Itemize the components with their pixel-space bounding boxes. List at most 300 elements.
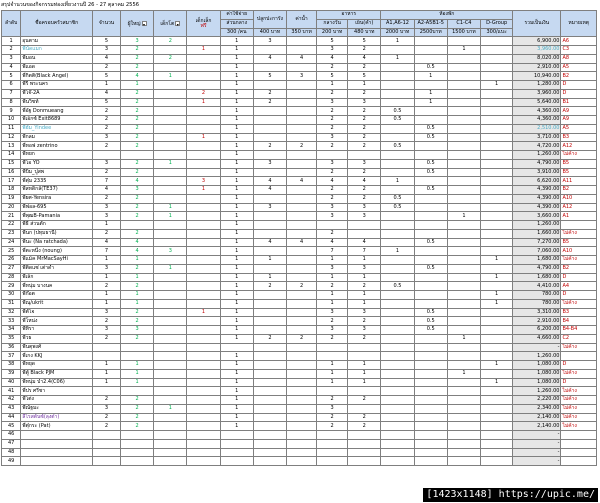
- cell-remark[interactable]: B5: [561, 168, 597, 177]
- cell-child[interactable]: [154, 326, 187, 335]
- table-row[interactable]: [2, 457, 597, 466]
- cell-room-a2[interactable]: [414, 352, 447, 361]
- cell-dinner[interactable]: [348, 457, 381, 466]
- cell-lunch[interactable]: 2: [317, 107, 348, 116]
- cell-fee[interactable]: [220, 457, 253, 466]
- cell-count[interactable]: 3: [93, 264, 121, 273]
- cell-no[interactable]: 24: [2, 238, 21, 247]
- cell-no[interactable]: 45: [2, 422, 21, 431]
- cell-room-a1[interactable]: 1: [381, 54, 414, 63]
- cell-room-a2[interactable]: 0.5: [414, 238, 447, 247]
- cell-no[interactable]: 33: [2, 317, 21, 326]
- cell-room-a2[interactable]: [414, 439, 447, 448]
- cell-room-a2[interactable]: [414, 457, 447, 466]
- cell-kid[interactable]: [187, 107, 220, 116]
- cell-adult[interactable]: 4: [120, 72, 153, 81]
- cell-room-d[interactable]: [481, 168, 513, 177]
- cell-kid[interactable]: 2: [187, 89, 220, 98]
- cell-diving[interactable]: [253, 221, 286, 230]
- cell-dinner[interactable]: 2: [348, 317, 381, 326]
- cell-adult[interactable]: [120, 352, 153, 361]
- cell-lunch[interactable]: [317, 387, 348, 396]
- table-row[interactable]: [2, 151, 597, 160]
- cell-room-a2[interactable]: 0.5: [414, 168, 447, 177]
- cell-room-a1[interactable]: 0.5: [381, 282, 414, 291]
- cell-diving[interactable]: [253, 291, 286, 300]
- cell-fee[interactable]: 1: [220, 72, 253, 81]
- cell-total[interactable]: 4,390.00: [513, 194, 561, 203]
- cell-total[interactable]: 780.00: [513, 291, 561, 300]
- cell-kid[interactable]: [187, 203, 220, 212]
- header-name[interactable]: ชื่อครอบครัวสมาชิก: [21, 11, 93, 37]
- cell-dinner[interactable]: 3: [348, 203, 381, 212]
- cell-lunch[interactable]: 3: [317, 264, 348, 273]
- cell-count[interactable]: [93, 431, 121, 440]
- cell-dinner[interactable]: [348, 439, 381, 448]
- cell-fee[interactable]: 1: [220, 194, 253, 203]
- cell-adult[interactable]: 2: [120, 116, 153, 125]
- cell-fee[interactable]: 1: [220, 168, 253, 177]
- cell-room-c1[interactable]: [447, 326, 480, 335]
- cell-adult[interactable]: [120, 431, 153, 440]
- cell-dinner[interactable]: 3: [348, 98, 381, 107]
- cell-room-a1[interactable]: [381, 46, 414, 55]
- cell-count[interactable]: 2: [93, 229, 121, 238]
- cell-kid[interactable]: [187, 439, 220, 448]
- table-row[interactable]: [2, 361, 597, 370]
- cell-lunch[interactable]: 2: [317, 168, 348, 177]
- cell-diving[interactable]: [253, 194, 286, 203]
- cell-lunch[interactable]: 4: [317, 177, 348, 186]
- cell-total[interactable]: 2,140.00: [513, 413, 561, 422]
- cell-kid[interactable]: 3: [187, 177, 220, 186]
- cell-lunch[interactable]: 7: [317, 247, 348, 256]
- cell-fee[interactable]: 1: [220, 151, 253, 160]
- cell-no[interactable]: 3: [2, 54, 21, 63]
- cell-remark[interactable]: A1: [561, 212, 597, 221]
- cell-room-d[interactable]: [481, 352, 513, 361]
- cell-water[interactable]: [287, 229, 317, 238]
- cell-no[interactable]: 14: [2, 151, 21, 160]
- cell-kid[interactable]: [187, 116, 220, 125]
- cell-name[interactable]: พี่กลม: [21, 133, 93, 142]
- cell-lunch[interactable]: 3: [317, 308, 348, 317]
- cell-dinner[interactable]: 4: [348, 54, 381, 63]
- cell-no[interactable]: 6: [2, 81, 21, 90]
- cell-fee[interactable]: 1: [220, 326, 253, 335]
- cell-adult[interactable]: 2: [120, 229, 153, 238]
- cell-adult[interactable]: 2: [120, 404, 153, 413]
- cell-child[interactable]: [154, 439, 187, 448]
- cell-total[interactable]: 4,390.00: [513, 186, 561, 195]
- cell-room-d[interactable]: [481, 107, 513, 116]
- cell-count[interactable]: 1: [93, 221, 121, 230]
- cell-kid[interactable]: [187, 194, 220, 203]
- cell-count[interactable]: 5: [93, 37, 121, 46]
- cell-total[interactable]: 6,900.00: [513, 37, 561, 46]
- cell-remark[interactable]: D: [561, 89, 597, 98]
- cell-kid[interactable]: [187, 448, 220, 457]
- cell-diving[interactable]: 3: [253, 37, 286, 46]
- cell-remark[interactable]: [561, 221, 597, 230]
- cell-remark[interactable]: A12: [561, 203, 597, 212]
- cell-name[interactable]: พี่มอน: [21, 54, 93, 63]
- cell-lunch[interactable]: 2: [317, 116, 348, 125]
- cell-kid[interactable]: [187, 404, 220, 413]
- cell-kid[interactable]: [187, 378, 220, 387]
- cell-room-d[interactable]: 1: [481, 361, 513, 370]
- cell-remark[interactable]: ไม่ค้าง: [561, 396, 597, 405]
- cell-dinner[interactable]: 2: [348, 194, 381, 203]
- cell-room-a1[interactable]: [381, 308, 414, 317]
- cell-room-d[interactable]: 1: [481, 273, 513, 282]
- table-row[interactable]: [2, 238, 597, 247]
- cell-kid[interactable]: [187, 63, 220, 72]
- cell-name[interactable]: พี่สหดิ์กล์(TE37): [21, 186, 93, 195]
- cell-lunch[interactable]: 2: [317, 229, 348, 238]
- cell-room-a1[interactable]: [381, 72, 414, 81]
- cell-lunch[interactable]: 3: [317, 46, 348, 55]
- cell-diving[interactable]: [253, 46, 286, 55]
- cell-room-d[interactable]: [481, 46, 513, 55]
- cell-no[interactable]: 11: [2, 124, 21, 133]
- cell-room-d[interactable]: [481, 194, 513, 203]
- cell-water[interactable]: [287, 37, 317, 46]
- cell-count[interactable]: [93, 448, 121, 457]
- cell-lunch[interactable]: [317, 457, 348, 466]
- cell-room-a1[interactable]: [381, 396, 414, 405]
- cell-adult[interactable]: 3: [120, 186, 153, 195]
- cell-child[interactable]: 1: [154, 72, 187, 81]
- cell-room-a2[interactable]: 0.5: [414, 159, 447, 168]
- cell-dinner[interactable]: 1: [348, 291, 381, 300]
- cell-count[interactable]: 4: [93, 54, 121, 63]
- cell-room-d[interactable]: [481, 457, 513, 466]
- cell-total[interactable]: 3,910.00: [513, 168, 561, 177]
- cell-dinner[interactable]: 2: [348, 168, 381, 177]
- cell-child[interactable]: [154, 361, 187, 370]
- cell-kid[interactable]: [187, 142, 220, 151]
- cell-kid[interactable]: 1: [187, 308, 220, 317]
- cell-remark[interactable]: D: [561, 81, 597, 90]
- cell-child[interactable]: 1: [154, 212, 187, 221]
- cell-dinner[interactable]: 1: [348, 273, 381, 282]
- cell-room-a2[interactable]: 0.5: [414, 317, 447, 326]
- cell-room-a2[interactable]: 1: [414, 89, 447, 98]
- cell-count[interactable]: 1: [93, 273, 121, 282]
- cell-room-a1[interactable]: [381, 221, 414, 230]
- cell-room-d[interactable]: 1: [481, 299, 513, 308]
- cell-total[interactable]: 4,660.00: [513, 334, 561, 343]
- cell-count[interactable]: [93, 343, 121, 352]
- cell-dinner[interactable]: 4: [348, 177, 381, 186]
- cell-no[interactable]: 23: [2, 229, 21, 238]
- cell-room-d[interactable]: [481, 186, 513, 195]
- cell-lunch[interactable]: [317, 439, 348, 448]
- cell-remark[interactable]: ไม่ค้าง: [561, 413, 597, 422]
- cell-adult[interactable]: 4: [120, 238, 153, 247]
- cell-fee[interactable]: [220, 439, 253, 448]
- table-row[interactable]: [2, 89, 597, 98]
- cell-total[interactable]: 4,410.00: [513, 282, 561, 291]
- cell-kid[interactable]: [187, 238, 220, 247]
- cell-diving[interactable]: [253, 352, 286, 361]
- cell-child[interactable]: 1: [154, 159, 187, 168]
- cell-room-a1[interactable]: [381, 212, 414, 221]
- table-row[interactable]: [2, 343, 597, 352]
- cell-diving[interactable]: 4: [253, 186, 286, 195]
- cell-room-a2[interactable]: [414, 343, 447, 352]
- cell-diving[interactable]: [253, 387, 286, 396]
- table-row[interactable]: [2, 142, 597, 151]
- cell-fee[interactable]: 1: [220, 369, 253, 378]
- cell-room-a1[interactable]: [381, 404, 414, 413]
- cell-diving[interactable]: [253, 116, 286, 125]
- cell-room-a2[interactable]: [414, 221, 447, 230]
- cell-remark[interactable]: A12: [561, 142, 597, 151]
- cell-lunch[interactable]: 2: [317, 317, 348, 326]
- cell-room-d[interactable]: [481, 422, 513, 431]
- cell-fee[interactable]: 1: [220, 124, 253, 133]
- cell-room-c1[interactable]: [447, 247, 480, 256]
- cell-room-a1[interactable]: [381, 378, 414, 387]
- cell-count[interactable]: 7: [93, 177, 121, 186]
- cell-diving[interactable]: 3: [253, 159, 286, 168]
- cell-dinner[interactable]: [348, 352, 381, 361]
- cell-child[interactable]: [154, 194, 187, 203]
- cell-water[interactable]: [287, 63, 317, 72]
- table-row[interactable]: [2, 369, 597, 378]
- cell-room-a2[interactable]: [414, 404, 447, 413]
- cell-fee[interactable]: 1: [220, 256, 253, 265]
- cell-no[interactable]: 28: [2, 273, 21, 282]
- cell-room-a1[interactable]: [381, 89, 414, 98]
- cell-room-d[interactable]: [481, 282, 513, 291]
- cell-fee[interactable]: 1: [220, 413, 253, 422]
- cell-no[interactable]: 27: [2, 264, 21, 273]
- cell-no[interactable]: 35: [2, 334, 21, 343]
- cell-count[interactable]: 3: [93, 308, 121, 317]
- cell-room-a2[interactable]: [414, 299, 447, 308]
- cell-child[interactable]: [154, 63, 187, 72]
- cell-room-a1[interactable]: [381, 457, 414, 466]
- table-row[interactable]: [2, 273, 597, 282]
- cell-total[interactable]: -: [513, 439, 561, 448]
- header-fee[interactable]: ค่าใช้จ่าย: [220, 11, 253, 20]
- cell-room-a1[interactable]: [381, 413, 414, 422]
- cell-room-c1[interactable]: [447, 404, 480, 413]
- table-row[interactable]: [2, 413, 597, 422]
- cell-fee[interactable]: 1: [220, 299, 253, 308]
- cell-lunch[interactable]: 4: [317, 238, 348, 247]
- cell-name[interactable]: พี่ฟอล-695: [21, 203, 93, 212]
- cell-room-c1[interactable]: 1: [447, 334, 480, 343]
- cell-adult[interactable]: [120, 221, 153, 230]
- cell-room-c1[interactable]: 1: [447, 46, 480, 55]
- cell-room-d[interactable]: [481, 142, 513, 151]
- cell-lunch[interactable]: 5: [317, 72, 348, 81]
- cell-remark[interactable]: ไม่ค้าง: [561, 343, 597, 352]
- cell-no[interactable]: 30: [2, 291, 21, 300]
- cell-fee[interactable]: 1: [220, 142, 253, 151]
- cell-lunch[interactable]: 3: [317, 159, 348, 168]
- cell-child[interactable]: [154, 168, 187, 177]
- cell-fee[interactable]: 1: [220, 317, 253, 326]
- header-diving[interactable]: ปลูกปะการัง: [253, 11, 286, 29]
- cell-room-a1[interactable]: 0.5: [381, 194, 414, 203]
- cell-remark[interactable]: D: [561, 273, 597, 282]
- cell-total[interactable]: 2,220.00: [513, 396, 561, 405]
- cell-room-d[interactable]: [481, 151, 513, 160]
- cell-room-a1[interactable]: 0.5: [381, 107, 414, 116]
- cell-fee[interactable]: 1: [220, 291, 253, 300]
- cell-fee[interactable]: 1: [220, 334, 253, 343]
- cell-room-c1[interactable]: 1: [447, 212, 480, 221]
- cell-remark[interactable]: [561, 457, 597, 466]
- cell-diving[interactable]: 2: [253, 142, 286, 151]
- cell-room-a2[interactable]: [414, 212, 447, 221]
- cell-fee[interactable]: 1: [220, 133, 253, 142]
- cell-lunch[interactable]: 2: [317, 124, 348, 133]
- cell-diving[interactable]: [253, 317, 286, 326]
- table-row[interactable]: [2, 439, 597, 448]
- table-row[interactable]: [2, 282, 597, 291]
- cell-no[interactable]: 36: [2, 343, 21, 352]
- cell-name[interactable]: [21, 448, 93, 457]
- cell-total[interactable]: 2,910.00: [513, 317, 561, 326]
- cell-total[interactable]: 6,620.00: [513, 177, 561, 186]
- cell-room-a2[interactable]: [414, 334, 447, 343]
- cell-diving[interactable]: [253, 63, 286, 72]
- cell-adult[interactable]: 1: [120, 361, 153, 370]
- cell-diving[interactable]: 3: [253, 203, 286, 212]
- cell-kid[interactable]: [187, 343, 220, 352]
- cell-room-a2[interactable]: [414, 177, 447, 186]
- cell-adult[interactable]: 1: [120, 369, 153, 378]
- cell-name[interactable]: พี่นวิชท์: [21, 98, 93, 107]
- cell-water[interactable]: [287, 422, 317, 431]
- cell-count[interactable]: 1: [93, 299, 121, 308]
- cell-remark[interactable]: A6: [561, 37, 597, 46]
- cell-count[interactable]: [93, 151, 121, 160]
- cell-dinner[interactable]: 3: [348, 308, 381, 317]
- cell-remark[interactable]: C3: [561, 46, 597, 55]
- cell-child[interactable]: [154, 46, 187, 55]
- cell-fee[interactable]: 1: [220, 37, 253, 46]
- cell-child[interactable]: [154, 116, 187, 125]
- cell-diving[interactable]: [253, 229, 286, 238]
- cell-count[interactable]: 3: [93, 326, 121, 335]
- cell-no[interactable]: 47: [2, 439, 21, 448]
- table-row[interactable]: [2, 221, 597, 230]
- table-row[interactable]: [2, 431, 597, 440]
- cell-child[interactable]: 2: [154, 37, 187, 46]
- cell-dinner[interactable]: 2: [348, 186, 381, 195]
- cell-fee[interactable]: [220, 448, 253, 457]
- cell-dinner[interactable]: [348, 343, 381, 352]
- cell-room-a1[interactable]: [381, 291, 414, 300]
- cell-remark[interactable]: B2: [561, 186, 597, 195]
- cell-water[interactable]: 4: [287, 238, 317, 247]
- cell-room-a2[interactable]: 0.5: [414, 133, 447, 142]
- cell-total[interactable]: 3,310.00: [513, 308, 561, 317]
- cell-total[interactable]: 1,080.00: [513, 361, 561, 370]
- cell-room-d[interactable]: [481, 431, 513, 440]
- cell-room-c1[interactable]: [447, 81, 480, 90]
- cell-water[interactable]: [287, 273, 317, 282]
- cell-fee[interactable]: 1: [220, 247, 253, 256]
- cell-dinner[interactable]: 1: [348, 256, 381, 265]
- cell-diving[interactable]: [253, 168, 286, 177]
- cell-remark[interactable]: ไม่ค้าง: [561, 299, 597, 308]
- cell-lunch[interactable]: 3: [317, 326, 348, 335]
- cell-kid[interactable]: [187, 334, 220, 343]
- cell-name[interactable]: พี่เล็ก: [21, 273, 93, 282]
- cell-water[interactable]: [287, 81, 317, 90]
- cell-count[interactable]: 3: [93, 133, 121, 142]
- cell-count[interactable]: 3: [93, 46, 121, 55]
- cell-total[interactable]: 7,270.00: [513, 238, 561, 247]
- cell-count[interactable]: 3: [93, 212, 121, 221]
- cell-child[interactable]: [154, 387, 187, 396]
- cell-total[interactable]: 780.00: [513, 299, 561, 308]
- cell-total[interactable]: 4,360.00: [513, 116, 561, 125]
- cell-water[interactable]: [287, 116, 317, 125]
- table-row[interactable]: [2, 124, 597, 133]
- cell-count[interactable]: 5: [93, 98, 121, 107]
- cell-remark[interactable]: B4: [561, 317, 597, 326]
- cell-count[interactable]: 2: [93, 413, 121, 422]
- table-row[interactable]: [2, 352, 597, 361]
- cell-fee[interactable]: 1: [220, 46, 253, 55]
- cell-room-d[interactable]: [481, 229, 513, 238]
- cell-kid[interactable]: 1: [187, 133, 220, 142]
- cell-adult[interactable]: 2: [120, 107, 153, 116]
- cell-water[interactable]: 4: [287, 54, 317, 63]
- cell-room-d[interactable]: [481, 116, 513, 125]
- cell-diving[interactable]: 4: [253, 238, 286, 247]
- cell-room-c1[interactable]: [447, 151, 480, 160]
- cell-adult[interactable]: 2: [120, 264, 153, 273]
- cell-room-d[interactable]: [481, 334, 513, 343]
- cell-name[interactable]: พี่เอ็กซ์ Exit8689: [21, 116, 93, 125]
- cell-child[interactable]: [154, 396, 187, 405]
- cell-count[interactable]: [93, 352, 121, 361]
- cell-room-a2[interactable]: [414, 46, 447, 55]
- cell-child[interactable]: [154, 422, 187, 431]
- cell-count[interactable]: 7: [93, 247, 121, 256]
- cell-lunch[interactable]: 1: [317, 291, 348, 300]
- cell-room-d[interactable]: 1: [481, 291, 513, 300]
- table-row[interactable]: [2, 317, 597, 326]
- cell-name[interactable]: [21, 457, 93, 466]
- cell-diving[interactable]: 1: [253, 273, 286, 282]
- cell-total[interactable]: -: [513, 448, 561, 457]
- cell-no[interactable]: 29: [2, 282, 21, 291]
- cell-child[interactable]: [154, 352, 187, 361]
- cell-adult[interactable]: [120, 343, 153, 352]
- cell-total[interactable]: -: [513, 343, 561, 352]
- cell-room-d[interactable]: [481, 177, 513, 186]
- cell-no[interactable]: 49: [2, 457, 21, 466]
- cell-room-a1[interactable]: [381, 256, 414, 265]
- cell-total[interactable]: 2,510.00: [513, 124, 561, 133]
- cell-count[interactable]: 2: [93, 142, 121, 151]
- cell-child[interactable]: [154, 448, 187, 457]
- cell-remark[interactable]: B2: [561, 72, 597, 81]
- cell-child[interactable]: [154, 378, 187, 387]
- cell-water[interactable]: [287, 308, 317, 317]
